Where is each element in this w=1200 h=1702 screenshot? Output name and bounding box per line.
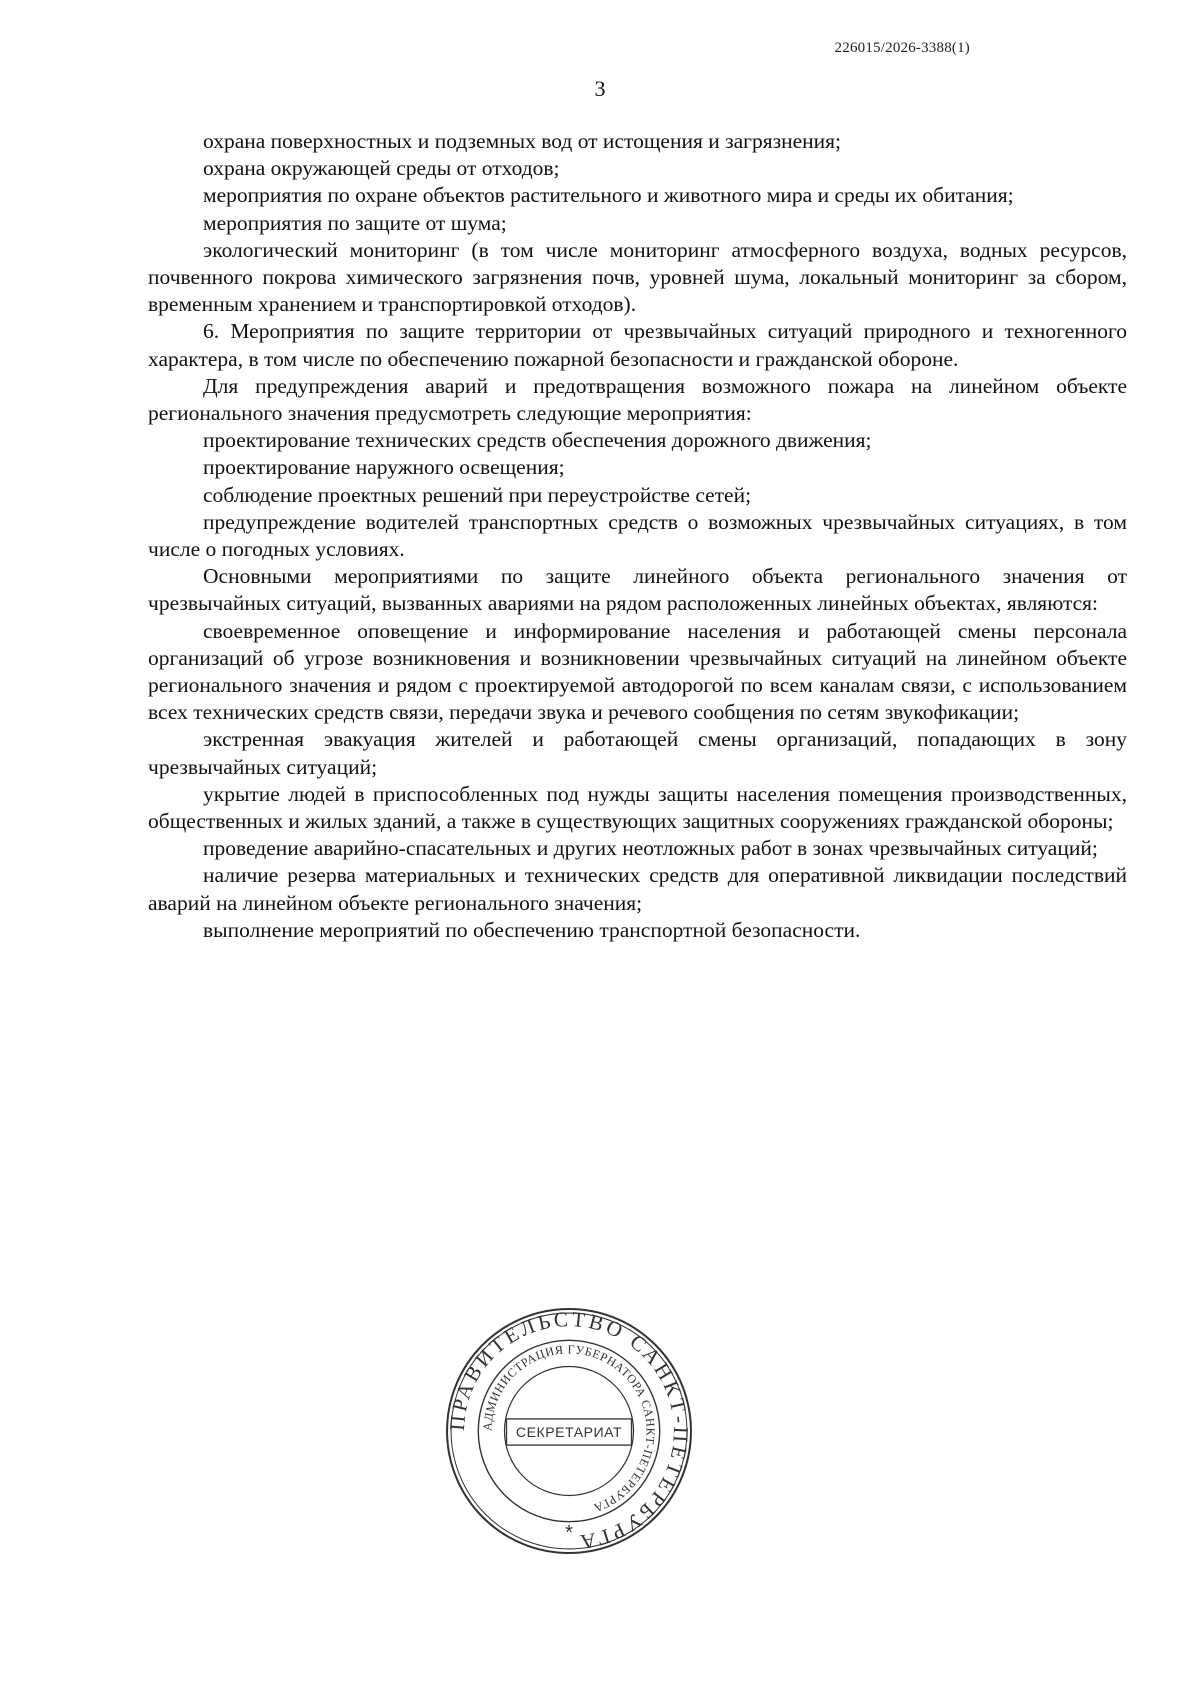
- document-body: [148, 128, 1127, 944]
- paragraph: соблюдение проектных решений при переустройстве сетей;: [203, 482, 752, 507]
- paragraph: экстренная эвакуация жителей и работающей смены организаций, попадающих в зону чрезвычайных ситуаций;: [148, 727, 1127, 779]
- seal-inner-text: АДМИНИСТРАЦИЯ ГУБЕРНАТОРА САНКТ-ПЕТЕРБУРГА: [480, 1342, 658, 1516]
- paragraph: проектирование наружного освещения;: [203, 455, 565, 480]
- seal-star: *: [565, 1521, 573, 1544]
- paragraph: экологический мониторинг (в том числе мониторинг атмосферного воздуха, водных ресурсов, почвенного покрова химического загрязнения почв, уровней шума, локальный мониторинг за сбором, временным хранением и транспортировкой отходов).: [148, 237, 1127, 317]
- seal-center-text: СЕКРЕТАРИАТ: [515, 1424, 623, 1441]
- paragraph: проектирование технических средств обеспечения дорожного движения;: [203, 428, 872, 453]
- page-number: 3: [594, 76, 606, 101]
- paragraph: мероприятия по защите от шума;: [203, 210, 507, 235]
- paragraph: охрана окружающей среды от отходов;: [203, 156, 560, 181]
- paragraph: предупреждение водителей транспортных средств о возможных чрезвычайных ситуациях, в том числе о погодных условиях.: [148, 509, 1127, 562]
- paragraph: своевременное оповещение и информирование населения и работающей смены персонала организаций об угрозе возникновения и возникновении чрезвычайных ситуаций на линейном объекте регионального значения и рядом с проектируемой автодорогой по всем каналам связи, с использованием всех технических средств связи, передачи звука и речевого сообщения по сетям звукофикации;: [148, 618, 1127, 725]
- paragraph: проведение аварийно-спасательных и других неотложных работ в зонах чрезвычайных ситуаций;: [203, 836, 1098, 861]
- paragraph: выполнение мероприятий по обеспечению транспортной безопасности.: [203, 917, 861, 942]
- official-seal-stamp: [443, 1305, 695, 1557]
- paragraph: наличие резерва материальных и технических средств для оперативной ликвидации последствий аварий на линейном объекте регионального значения;: [148, 863, 1127, 915]
- paragraph: охрана поверхностных и подземных вод от истощения и загрязнения;: [203, 129, 842, 153]
- paragraph: Для предупреждения аварий и предотвращения возможного пожара на линейном объекте регионального значения предусмотреть следующие мероприятия:: [148, 373, 1127, 426]
- paragraph: Основными мероприятиями по защите линейного объекта регионального значения от чрезвычайных ситуаций, вызванных авариями на рядом расположенных линейных объектах, являются:: [148, 564, 1127, 616]
- seal-outer-text: ПРАВИТЕЛЬСТВО САНКТ-ПЕТЕРБУРГА: [444, 1306, 694, 1555]
- paragraph: 6. Мероприятия по защите территории от чрезвычайных ситуаций природного и техногенного характера, в том числе по обеспечению пожарной безопасности и гражданской обороне.: [148, 319, 1127, 371]
- paragraph: мероприятия по охране объектов растительного и животного мира и среды их обитания;: [203, 183, 1014, 208]
- paragraph: укрытие людей в приспособленных под нужды защиты населения помещения производственных, общественных и жилых зданий, а также в существующих защитных сооружениях гражданской обороны;: [148, 781, 1127, 834]
- document-registration-number: 226015/2026-3388(1): [834, 40, 970, 56]
